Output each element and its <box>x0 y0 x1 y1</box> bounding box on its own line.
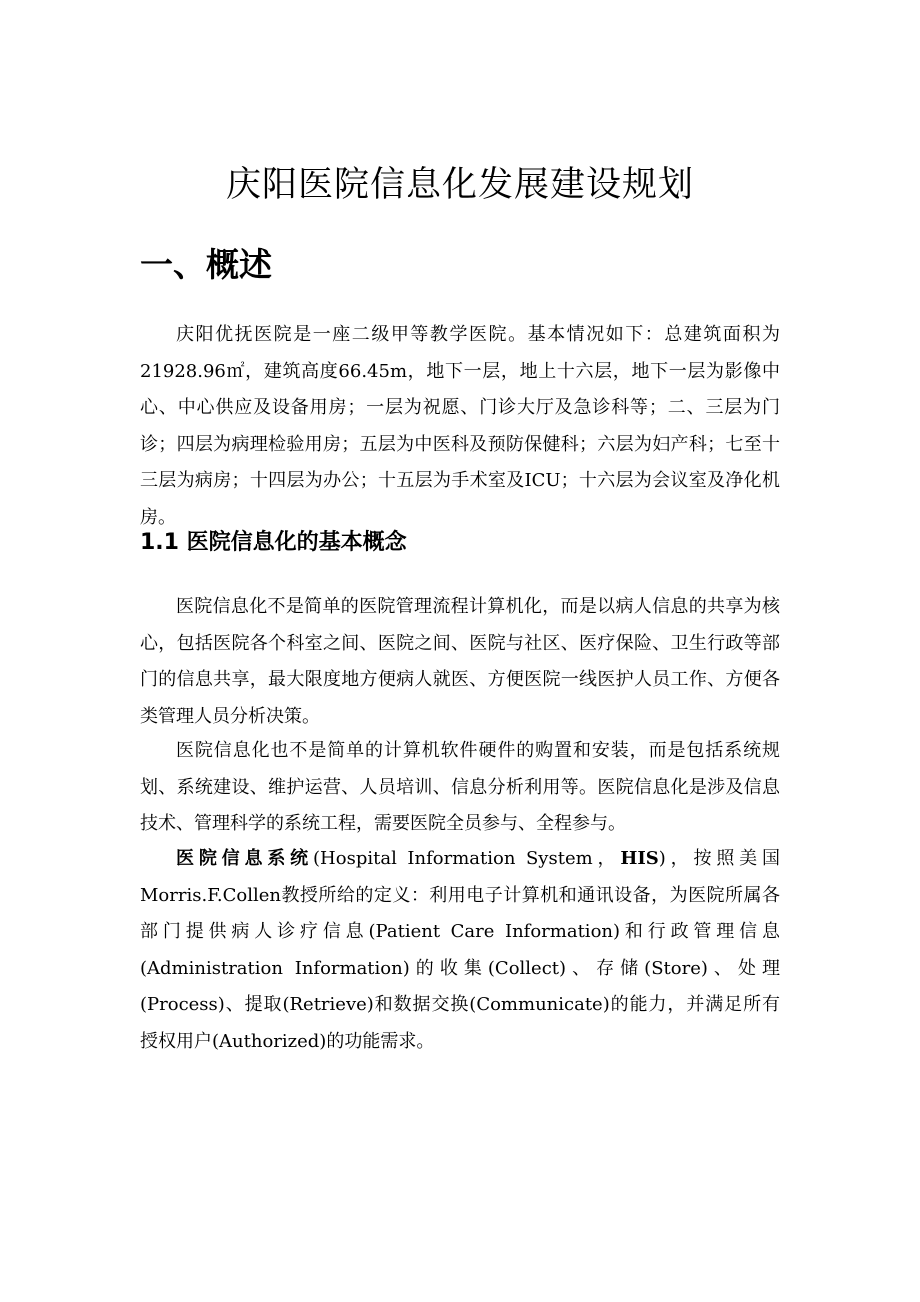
his-definition-text: )，按照美国Morris.F.Collen教授所给的定义：利用电子计算机和通讯设备，为医院所属各部门提供病人诊疗信息(Patient Care Information)和行政管理信息(Administration Information)的收集(Collect)、存储(Store)、处理(Process)、提取(Retrieve)和数据交换(Communicate)的能力，并满足所有授权用户(Authorized)的功能需求。 <box>140 848 780 1052</box>
document-title: 庆阳医院信息化发展建设规划 <box>225 165 694 205</box>
his-abbreviation: HIS <box>620 848 659 869</box>
his-english-name: (Hospital Information System， <box>313 848 621 869</box>
subsection-heading-basic-concept: 1.1 医院信息化的基本概念 <box>140 530 407 555</box>
intro-paragraph: 庆阳优抚医院是一座二级甲等教学医院。基本情况如下：总建筑面积为21928.96㎡，建筑高度66.45m，地下一层，地上十六层，地下一层为影像中心、中心供应及设备用房；一层为祝愿、门诊大厅及急诊科等；二、三层为门诊；四层为病理检验用房；五层为中医科及预防保健科；六层为妇产科；七至十三层为病房；十四层为办公；十五层为手术室及ICU；十六层为会议室及净化机房。 <box>140 324 780 528</box>
his-definition-paragraph <box>140 841 780 1060</box>
concept-paragraph-1: 医院信息化不是简单的医院管理流程计算机化，而是以病人信息的共享为核心，包括医院各个科室之间、医院之间、医院与社区、医疗保险、卫生行政等部门的信息共享，最大限度地方便病人就医、方便医院一线医护人员工作、方便各类管理人员分析决策。 <box>140 596 780 727</box>
his-term: 医院信息系统 <box>176 848 314 869</box>
section-heading-overview: 一、概述 <box>140 245 272 284</box>
concept-paragraph-2: 医院信息化也不是简单的计算机软件硬件的购置和安装，而是包括系统规划、系统建设、维护运营、人员培训、信息分析利用等。医院信息化是涉及信息技术、管理科学的系统工程，需要医院全员参与、全程参与。 <box>140 740 780 834</box>
